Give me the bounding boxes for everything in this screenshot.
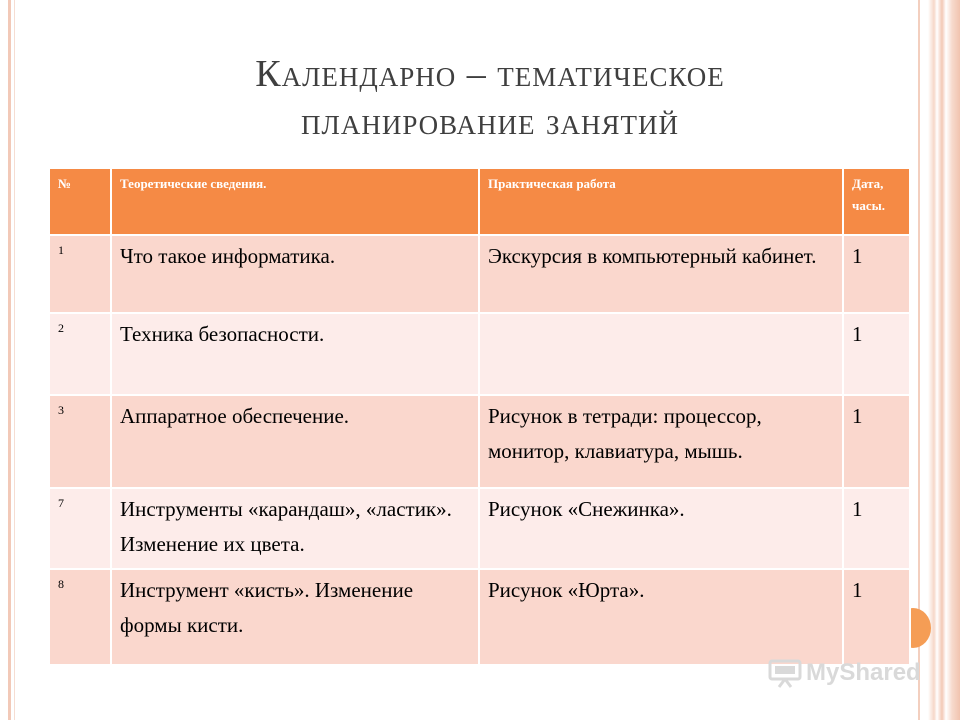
- practice-cell: Рисунок в тетради: процессор, монитор, клавиатура, мышь.: [479, 395, 843, 488]
- practice-cell: [479, 313, 843, 395]
- theory-cell: Инструмент «кисть». Изменение формы кисти.: [111, 569, 479, 665]
- theory-cell: Что такое информатика.: [111, 235, 479, 313]
- theory-cell: Техника безопасности.: [111, 313, 479, 395]
- table-row: [49, 313, 910, 395]
- hours-cell: 1: [843, 395, 910, 488]
- slide-border-right: [928, 0, 960, 720]
- hours-cell: 1: [843, 569, 910, 665]
- hours-cell: 1: [843, 313, 910, 395]
- table-row: [49, 395, 910, 488]
- projector-screen-icon: [768, 658, 802, 688]
- theory-cell: Инструменты «карандаш», «ластик». Изменение их цвета.: [111, 488, 479, 569]
- table-header-row: [49, 168, 910, 235]
- column-header-theory: Теоретические сведения.: [111, 168, 479, 235]
- table-row: [49, 569, 910, 665]
- row-number: 3: [49, 395, 111, 488]
- hours-cell: 1: [843, 235, 910, 313]
- schedule-table: [48, 167, 911, 666]
- slide-border-left: [8, 0, 11, 720]
- slide-title-line1: Календарно – тематическое: [255, 53, 725, 95]
- column-header-hours: Дата, часы.: [843, 168, 910, 235]
- slide-title-line2: планирование занятий: [301, 101, 679, 143]
- row-number: 1: [49, 235, 111, 313]
- slide-title: [150, 50, 830, 146]
- slide-border-left-inner: [14, 0, 15, 720]
- watermark-text: MyShared: [806, 659, 921, 686]
- myshared-watermark: [768, 657, 921, 689]
- column-header-number: №: [49, 168, 111, 235]
- practice-cell: Экскурсия в компьютерный кабинет.: [479, 235, 843, 313]
- theory-cell: Аппаратное обеспечение.: [111, 395, 479, 488]
- table-row: [49, 488, 910, 569]
- table-row: [49, 235, 910, 313]
- practice-cell: Рисунок «Юрта».: [479, 569, 843, 665]
- row-number: 2: [49, 313, 111, 395]
- row-number: 8: [49, 569, 111, 665]
- row-number: 7: [49, 488, 111, 569]
- practice-cell: Рисунок «Снежинка».: [479, 488, 843, 569]
- column-header-practice: Практическая работа: [479, 168, 843, 235]
- hours-cell: 1: [843, 488, 910, 569]
